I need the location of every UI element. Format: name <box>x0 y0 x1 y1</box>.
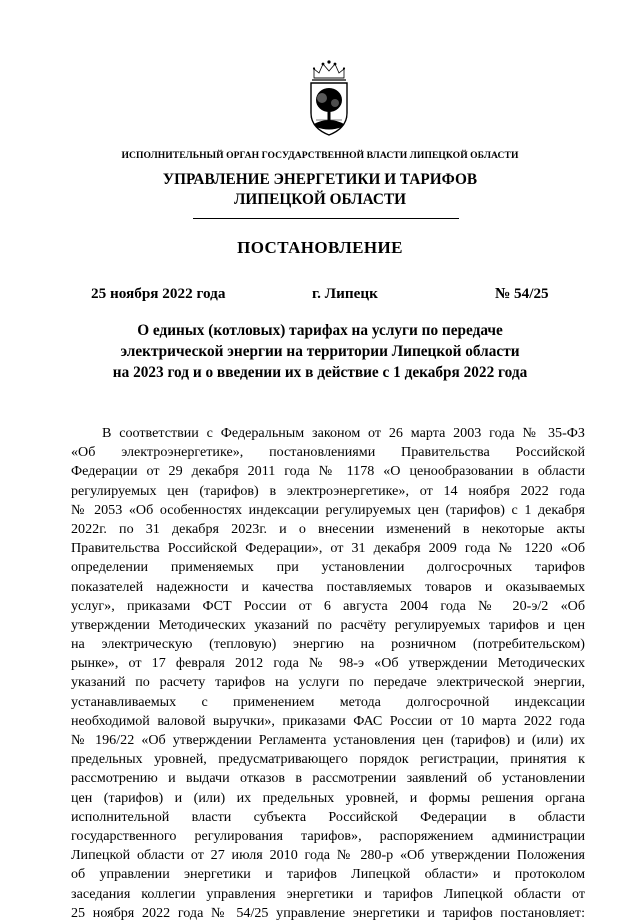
body-line: Липецкой области от 27 июля 2010 года № 280-р «Об утверждении Положения <box>71 847 585 864</box>
body-line: 2022г. по 31 декабря 2023г. и о внесении изменений в некоторые акты <box>71 520 585 537</box>
body-line: рассмотрению и выдачи отказов в рассмотрении заявлений об установлении <box>71 770 585 787</box>
body-line: необходимой валовой выручки», приказами ФАС России от 10 марта 2022 года <box>71 712 585 729</box>
subject-line: О единых (котловых) тарифах на услуги по передаче <box>137 322 503 339</box>
department-title-line2: ЛИПЕЦКОЙ ОБЛАСТИ <box>233 191 407 208</box>
body-line: показателей надежности и качества поставляемых товаров и оказываемых <box>71 578 585 595</box>
body-line: № 196/22 «Об утверждении Регламента установления цен (тарифов) и (или) их <box>71 732 585 748</box>
document-date: 25 ноября 2022 года <box>91 285 226 302</box>
body-line: В соответствии с Федеральным законом от 26 марта 2003 года № 35-ФЗ <box>102 425 585 441</box>
body-line: Правительства Российской Федерации», от 31 декабря 2009 года № 1220 «Об <box>71 540 585 557</box>
header-divider <box>193 218 459 219</box>
lipetsk-coat-of-arms-icon <box>302 58 356 138</box>
body-line: Федерации от 29 декабря 2011 года № 1178 «О ценообразовании в области <box>71 463 585 480</box>
document-type-heading: ПОСТАНОВЛЕНИЕ <box>237 238 403 257</box>
body-line: исполнительной власти субъекта Российской Федерации в области <box>71 808 585 825</box>
body-line: определении применяемых при установлении долгосрочных тарифов <box>71 559 585 576</box>
body-line: на электрическую (тепловую) энергию на розничном (потребительском) <box>71 636 585 653</box>
department-title-line1: УПРАВЛЕНИЕ ЭНЕРГЕТИКИ И ТАРИФОВ <box>162 171 478 188</box>
body-line: устанавливаемых с применением метода долгосрочной индексации <box>71 693 585 710</box>
body-line: цен (тарифов) и (или) их предельных уровней, и формы решения органа <box>71 789 585 806</box>
document-city: г. Липецк <box>312 285 378 302</box>
body-line: регулируемых цен (тарифов) в электроэнергетике», от 14 ноября 2022 года <box>71 482 585 499</box>
body-line: заседания коллегии управления энергетики и тарифов Липецкой области от <box>71 885 585 902</box>
document-body <box>71 424 585 923</box>
body-line: № 2053 «Об особенностях индексации регулируемых цен (тарифов) с 1 декабря <box>71 501 585 518</box>
subject-line: электрической энергии на территории Липецкой области <box>120 343 520 360</box>
body-line: предельных уровней, предусматривающего порядок регистрации, принятия к <box>71 751 585 768</box>
body-line: утверждении Методических указаний по расчёту регулируемых тарифов и цен <box>71 616 585 633</box>
body-line: указаний по расчету тарифов на услуги по передаче электрической энергии, <box>71 674 585 691</box>
body-line: государственного регулирования тарифов», распоряжением администрации <box>71 827 585 844</box>
body-line: рынке», от 17 февраля 2012 года № 98-э «Об утверждении Методических <box>71 655 585 672</box>
body-line: 25 ноября 2022 года № 54/25 управление энергетики и тарифов постановляет: <box>71 904 585 921</box>
body-line: «Об электроэнергетике», постановлениями Правительства Российской <box>71 444 585 461</box>
document-number: № 54/25 <box>495 285 549 302</box>
executive-body-title: ИСПОЛНИТЕЛЬНЫЙ ОРГАН ГОСУДАРСТВЕННОЙ ВЛАСТИ ЛИПЕЦКОЙ ОБЛАСТИ <box>121 150 519 161</box>
body-line: об управлении энергетики и тарифов Липецкой области» и протоколом <box>71 866 585 883</box>
body-line: услуг», приказами ФСТ России от 6 августа 2004 года № 20-э/2 «Об <box>71 597 585 614</box>
subject-line: на 2023 год и о введении их в действие с 1 декабря 2022 года <box>112 364 528 381</box>
